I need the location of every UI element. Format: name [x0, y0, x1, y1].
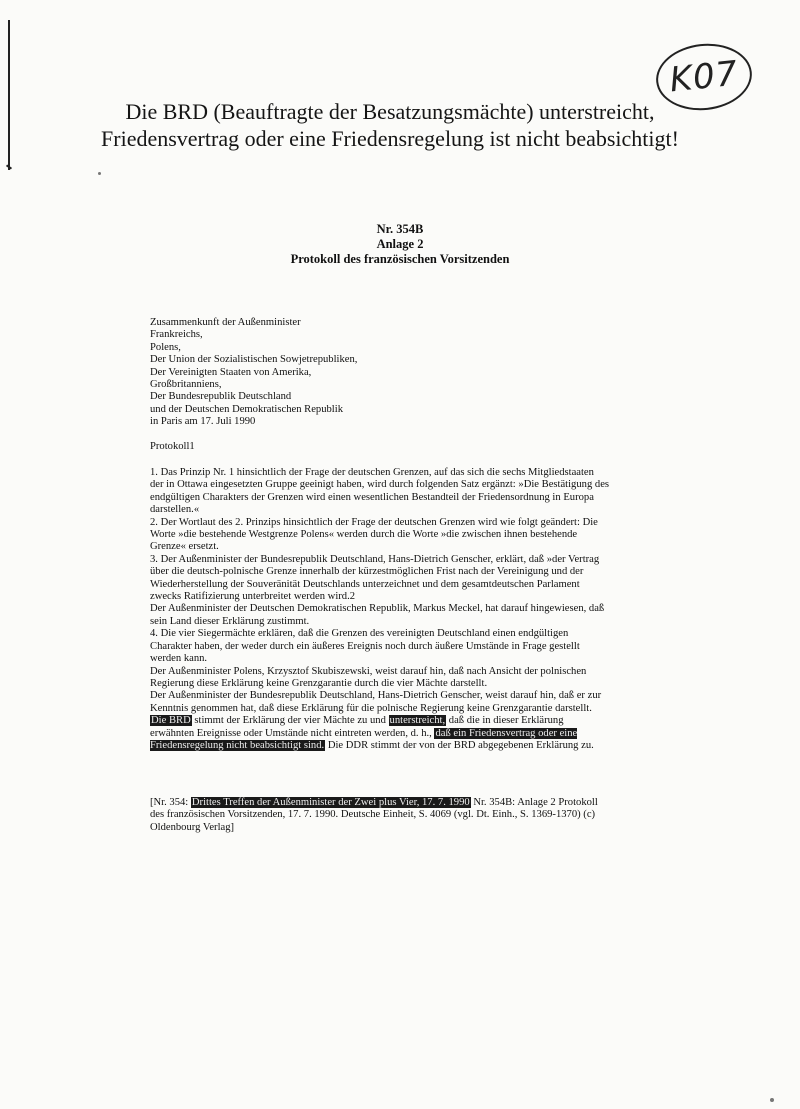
point-4: 4. Die vier Siegermächte erklären, daß die Grenzen des vereinigten Deutschland einen endgültigen Charakter haben, der weder durch ein äußeres Ereignis noch durch äußere Umstände in Frage gestellt werden kann.	[150, 628, 580, 665]
headline-line-1: Die BRD (Beauftragte der Besatzungsmächte) unterstreicht,	[125, 99, 655, 124]
source-prefix: [Nr. 354:	[150, 797, 191, 808]
point-4-text: stimmt der Erklärung der vier Mächte zu und	[191, 715, 389, 727]
document-number: Nr. 354B	[376, 222, 424, 236]
point-4-poland: Der Außenminister Polens, Krzysztof Skubiszewski, weist darauf hin, daß nach Ansicht der polnischen Regierung diese Erklärung keine Grenzgarantie durch die vier Mächte darstellt.	[150, 665, 587, 689]
meeting-line: Zusammenkunft der Außenminister	[150, 317, 301, 328]
highlight-friedensvertrag: daß ein Friedensvertrag oder eine Friedensregelung nicht beabsichtigt sind.	[150, 727, 578, 751]
meeting-line: Großbritanniens,	[150, 379, 222, 391]
paper-speck	[770, 1098, 774, 1102]
protokoll-label: Protokoll1	[150, 441, 195, 452]
protocol-points	[150, 467, 610, 752]
headline	[40, 98, 740, 152]
point-1: 1. Das Prinzip Nr. 1 hinsichtlich der Frage der deutschen Grenzen, auf das sich die sechs Mitgliedstaaten der in Ottawa eingesetzten Gruppe geeinigt haben, wird durch folgenden Satz ergänzt: »Die Bestätigung des endgültigen Charakters der Grenzen wird einen wesentlichen Bestandteil der Friedensordnung in Europa darstellen.«	[150, 467, 610, 516]
point-3-response: Der Außenminister der Deutschen Demokratischen Republik, Markus Meckel, hat darauf hingewiesen, daß sein Land dieser Erklärung zustimmt.	[150, 603, 605, 627]
point-4-text: Der Außenminister der Bundesrepublik Deutschland, Hans-Dietrich Genscher, weist darauf hin, daß er zur Kenntnis genommen hat, daß diese Erklärung für die polnische Regierung keine Grenzgarantie darstellt.	[150, 690, 602, 714]
margin-tick	[6, 164, 12, 169]
document-heading	[150, 222, 650, 267]
meeting-line: Frankreichs,	[150, 329, 203, 341]
margin-line	[8, 20, 10, 170]
meeting-line: Polens,	[150, 341, 181, 353]
document-annex: Anlage 2	[376, 237, 424, 251]
source-suffix: Nr. 354B: Anlage 2 Protokoll des französischen Vorsitzenden, 17. 7. 1990. Deutsche Einheit, S. 4069 (vgl. Dt. Einh., S. 1369-1370) (c) Oldenbourg Verlag]	[150, 797, 598, 833]
point-2: 2. Der Wortlaut des 2. Prinzips hinsichtlich der Frage der deutschen Grenzen wird wie folgt geändert: Die Worte »die bestehende Westgrenze Polens« werden durch die Worte »die zwischen ihnen bestehende Grenze« ersetzt.	[150, 516, 598, 553]
highlight-unterstreicht: unterstreicht,	[389, 715, 446, 727]
headline-line-2: Friedensvertrag oder eine Friedensregelung ist nicht beabsichtigt!	[101, 126, 679, 151]
meeting-line: Der Union der Sozialistischen Sowjetrepubliken,	[150, 354, 358, 366]
point-4-text: daß die in dieser Erklärung erwähnten Ereignisse oder Umstände nicht eintreten werden, d. h.,	[150, 715, 564, 739]
source-citation	[150, 797, 610, 834]
point-4-genscher	[150, 690, 610, 752]
handwritten-stamp-k07: K07	[653, 39, 755, 115]
point-3: 3. Der Außenminister der Bundesrepublik Deutschland, Hans-Dietrich Genscher, erklärt, daß »der Vertrag über die deutsch-polnische Grenze innerhalb der kürzestmöglichen Frist nach der Vereinigung und der Wiederherstellung der Souveränität Deutschlands unterzeichnet und dem gesamtdeutschen Parlament zwecks Ratifizierung unterbreitet werden wird.2	[150, 553, 600, 603]
meeting-line: und der Deutschen Demokratischen Republik	[150, 403, 343, 415]
point-4-text: Die DDR stimmt der von der BRD abgegebenen Erklärung zu.	[325, 739, 594, 751]
document-title: Protokoll des französischen Vorsitzenden	[290, 252, 510, 266]
meeting-line: Der Bundesrepublik Deutschland	[150, 391, 292, 403]
meeting-block	[150, 317, 610, 429]
highlight-die-brd: Die BRD	[151, 715, 191, 727]
meeting-line: in Paris am 17. Juli 1990	[150, 416, 256, 428]
paper-speck	[98, 172, 101, 175]
meeting-line: Der Vereinigten Staaten von Amerika,	[150, 366, 312, 378]
highlight-source-title: Drittes Treffen der Außenminister der Zwei plus Vier, 17. 7. 1990	[191, 797, 470, 808]
